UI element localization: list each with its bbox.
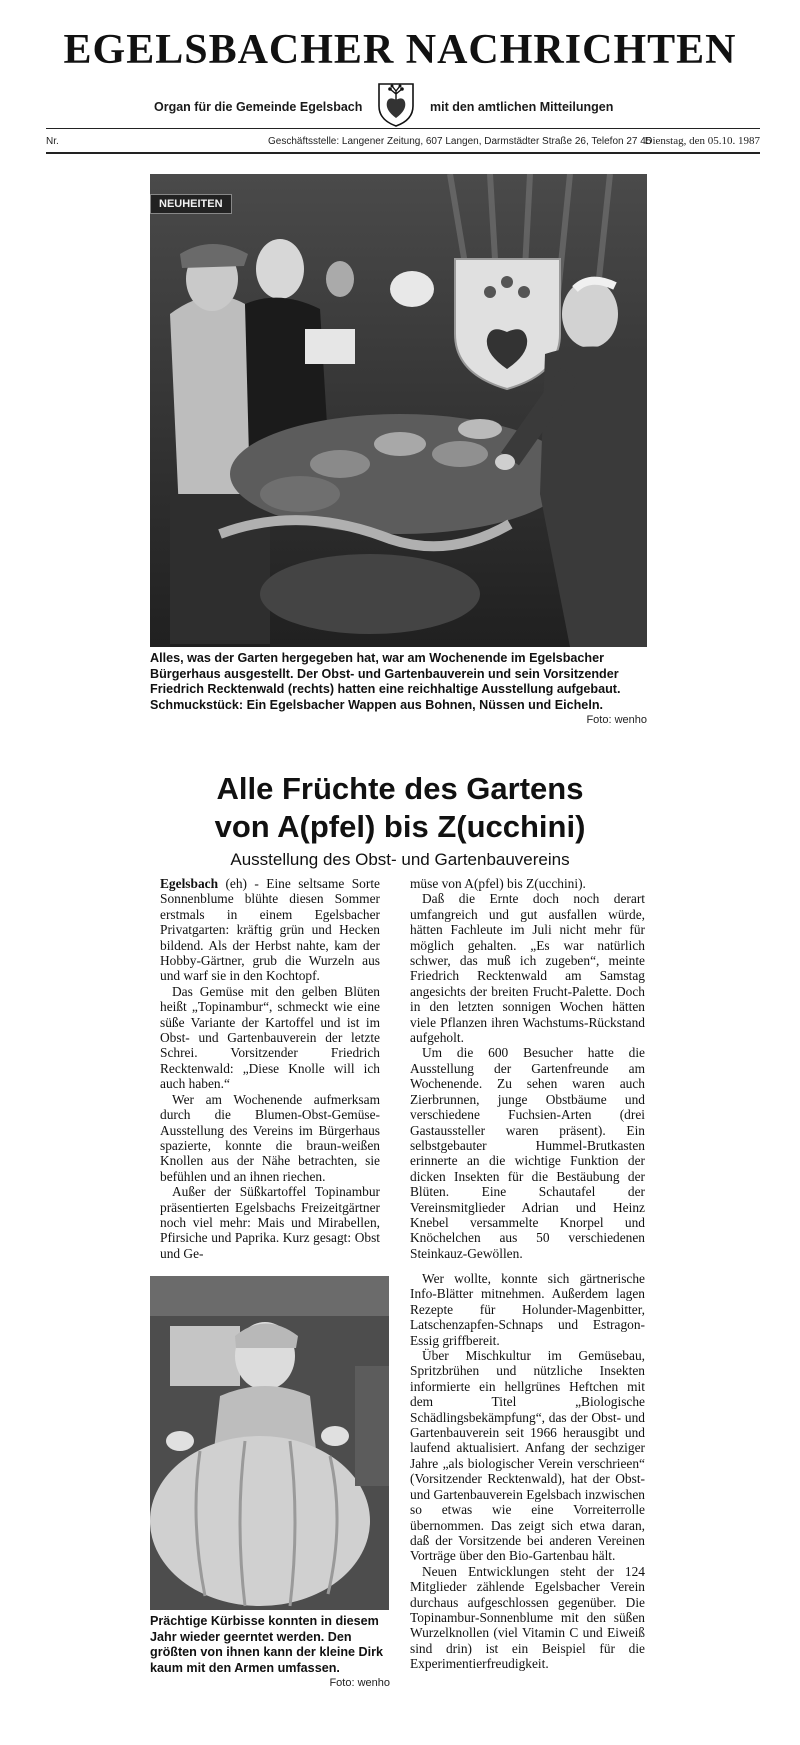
photo2-credit: Foto: wenho — [329, 1677, 390, 1690]
photo2-caption-text: Prächtige Kürbisse konnten in diesem Jahr wieder geerntet werden. Den größten von ihnen kann der kleine Dirk kaum mit den Armen umfassen. — [150, 1614, 384, 1675]
header-rule-bottom — [46, 152, 760, 154]
paragraph — [160, 876, 380, 984]
issue-number-label: Nr. — [46, 136, 59, 147]
paragraph: müse von A(pfel) bis Z(ucchini). — [410, 876, 586, 891]
news-label-tag: NEUHEITEN — [150, 194, 232, 214]
organ-subtitle-left: Organ für die Gemeinde Egelsbach — [154, 100, 363, 114]
subheadline: Ausstellung des Obst- und Gartenbauvereins — [230, 850, 570, 869]
paragraph: Über Mischkultur im Gemüsebau, Spritzbrühen und nützliche Insekten informierte ein hellgrünes Heftchen mit dem Titel „Biologische Schädlingsbekämpfung“, das der Obst- und Gartenbauverein seit 1966 herausgibt und laufend aktualisiert. Anfang der sechziger Jahre „als biologischer Verein verschrieen“ (Vorsitzender Recktenwald), hat der Obst- und Gartenbauverein Egelsbach inzwischen so etwas wie eine Vorreiterrolle übernommen. Das zeigt sich etwa daran, daß der Vorsitzende bei anderen Vereinen Vorträge über den Bio-Gartenbau hält. — [410, 1348, 645, 1564]
newspaper-masthead: EGELSBACHER NACHRICHTEN — [63, 27, 737, 73]
paragraph: Daß die Ernte doch noch derart umfangreich und gut ausfallen würde, hätten Fachleute im Juli nicht mehr für möglich gehalten. „Es war natürlich schwer, das muß ich zugeben“, meinte Friedrich Recktenwald am Samstag angesichts der breiten Frucht-Palette. Doch in den letzten sonnigen Wochen hätten viele Pflanzen ihren Wachstums-Rückstand aufgeholt. — [410, 891, 645, 1046]
coat-of-arms-icon — [375, 80, 417, 128]
photo1-caption — [150, 651, 647, 729]
header-info-line — [46, 134, 760, 150]
header-rule-top — [46, 128, 760, 129]
office-address: Geschäftsstelle: Langener Zeitung, 607 Langen, Darmstädter Straße 26, Telefon 27 45 — [268, 136, 652, 147]
paragraph: Wer am Wochenende aufmerksam durch die Blumen-Obst-Gemüse-Ausstellung des Vereins im Bürgerhaus spazierte, konnte die braun-weißen Knollen aus der Nähe betrachten, sie befühlen und an ihnen riechen. — [160, 1091, 380, 1184]
article-column-2 — [410, 876, 645, 1261]
garden-exhibition-photo — [150, 174, 647, 647]
paragraph: Außer der Süßkartoffel Topinambur präsentierten Egelsbachs Freizeitgärtner noch viel mehr: Mais und Mirabellen, Pfirsiche und Paprika. Kurz gesagt: Obst und Ge- — [160, 1184, 380, 1261]
photo1-credit: Foto: wenho — [586, 714, 647, 727]
dateline: Egelsbach — [160, 876, 219, 891]
paragraph: Neuen Entwicklungen steht der 124 Mitglieder zählende Egelsbacher Verein durchaus aufgeschlossen gegenüber. Die Topinambur-Sonnenblume mit den süßen Wurzelknollen (viel Vitamin C und Eiweiß sind drin) ist ein Beispiel für die Experimentierfreudigkeit. — [410, 1563, 645, 1672]
article-column-3 — [410, 1271, 645, 1672]
photo1-caption-text: Alles, was der Garten hergegeben hat, war am Wochenende im Egelsbacher Bürgerhaus ausgestellt. Der Obst- und Gartenbauverein und sein Vorsitzender Friedrich Recktenwald (rechts) hatten eine reichhaltige Ausstellung aufgebaut. Schmuckstück: Ein Egelsbacher Wappen aus Bohnen, Nüssen und Eicheln. — [150, 651, 621, 712]
headline-line-2: von A(pfel) bis Z(ucchini) — [214, 809, 586, 844]
issue-date: Dienstag, den 05.10. 1987 — [644, 135, 760, 147]
article-column-1 — [160, 876, 380, 1261]
paragraph: Um die 600 Besucher hatte die Ausstellung der Gartenfreunde am Wochenende. Zu sehen waren auch Zierbrunnen, junge Obstbäume und verschiedene Fuchsien-Arten (drei Gastaussteller waren präsent). Ein selbstgebauter Hummel-Brutkasten erinnerte an die wichtige Funktion der dicken Insekten für die Bestäubung der Blüten. Eine Schautafel der Vereinsmitglieder Adrian und Heinz Knebel versammelte Knorpel und Knöchelchen aus 50 verschiedenen Steinkauz-Gewöllen. — [410, 1045, 645, 1261]
paragraph: Das Gemüse mit den gelben Blüten heißt „Topinambur“, schmeckt wie eine süße Variante der Kartoffel und ist im Obst- und Gartenbauverein der letzte Schrei. Vorsitzender Friedrich Recktenwald: „Diese Knolle will ich auch haben.“ — [160, 983, 380, 1092]
paragraph-text: (eh) - Eine seltsame Sorte Sonnenblume blühte diesen Sommer erstmals in einem Egelsbacher Privatgarten: kräftig grün und Hecken bildend. Als der Herbst nahte, kam der Hobby-Gärtner, grub die Wurzeln aus und warf sie in den Kochtopf. — [160, 876, 380, 984]
paragraph: Wer wollte, konnte sich gärtnerische Info-Blätter mitnehmen. Außerdem lagen Rezepte für Holunder-Magenbitter, Latschenzapfen-Schnaps und Estragon-Essig griffbereit. — [410, 1271, 645, 1348]
pumpkin-child-photo — [150, 1276, 389, 1610]
headline-line-1: Alle Früchte des Gartens — [216, 771, 584, 806]
organ-subtitle-right: mit den amtlichen Mitteilungen — [430, 100, 614, 114]
photo2-caption — [150, 1614, 390, 1692]
